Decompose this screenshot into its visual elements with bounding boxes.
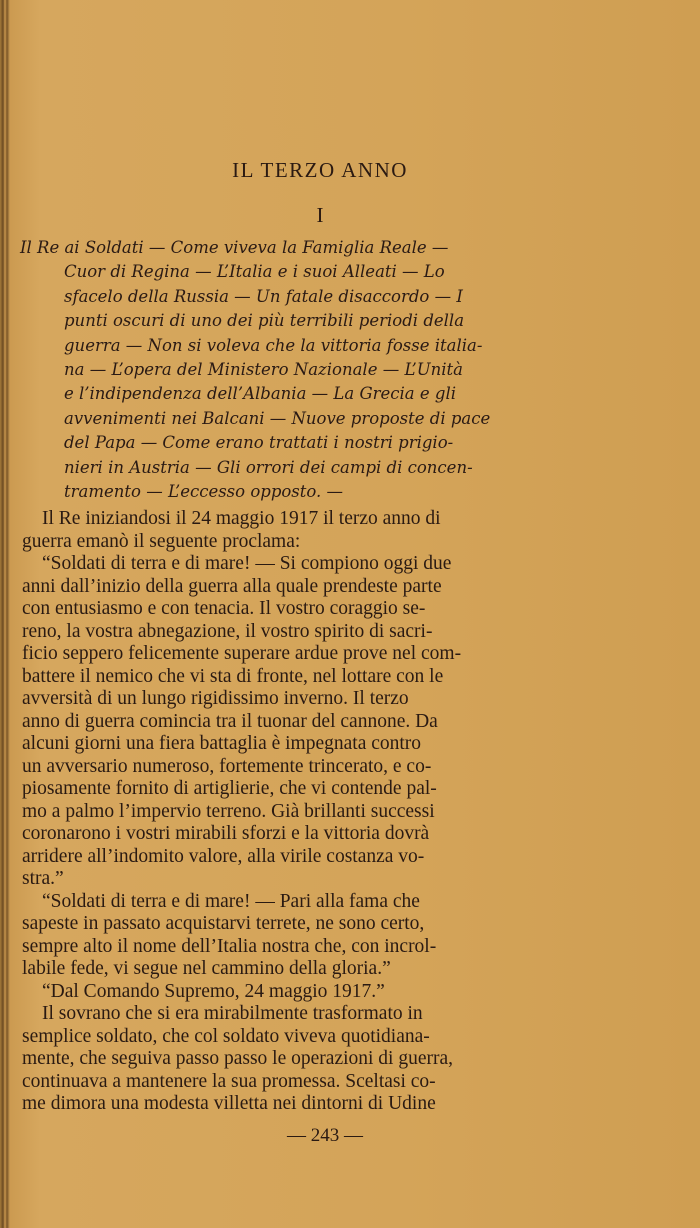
summary-line: del Papa — Come erano trattati i nostri prigio- xyxy=(64,433,454,453)
body-line: arridere all’indomito valore, alla virile costanza vo- xyxy=(22,845,425,867)
body-line: “Soldati di terra e di mare! — Pari alla fama che xyxy=(42,890,420,912)
body-line: Il Re iniziandosi il 24 maggio 1917 il terzo anno di xyxy=(42,508,441,529)
summary-line: e l’indipendenza dell’Albania — La Grecia e gli xyxy=(64,384,457,404)
body-line: sapeste in passato acquistarvi terrete, ne sono certo, xyxy=(22,913,425,934)
body-line: reno, la vostra abnegazione, il vostro spirito di sacri- xyxy=(22,620,433,642)
body-line: coronarono i vostri mirabili sforzi e la vittoria dovrà xyxy=(22,823,430,844)
book-binding-edge xyxy=(0,0,10,1228)
body-line: battere il nemico che vi sta di fronte, nel lottare con le xyxy=(22,665,444,687)
body-line: “Dal Comando Supremo, 24 maggio 1917.” xyxy=(42,980,385,1002)
body-line: mo a palmo l’impervio terreno. Già brillanti successi xyxy=(22,800,435,822)
body-line: stra.” xyxy=(22,868,64,889)
body-line: sempre alto il nome dell’Italia nostra che, con incrol- xyxy=(22,935,437,957)
chapter-summary xyxy=(20,236,600,504)
body-text xyxy=(22,508,602,1116)
body-line: me dimora una modesta villetta nei dintorni di Udine xyxy=(22,1093,436,1114)
body-line: semplice soldato, che col soldato viveva quotidiana- xyxy=(22,1025,430,1047)
body-line: un avversario numeroso, fortemente trincerato, e co- xyxy=(22,755,432,777)
body-line: anno di guerra comincia tra il tuonar del cannone. Da xyxy=(22,710,438,732)
body-line: “Soldati di terra e di mare! — Si compiono oggi due xyxy=(42,553,452,574)
summary-line: nieri in Austria — Gli orrori dei campi di concen- xyxy=(64,457,473,477)
summary-line: Il Re ai Soldati — Come viveva la Famiglia Reale — xyxy=(20,238,449,257)
summary-line: guerra — Non si voleva che la vittoria fosse italia- xyxy=(64,335,483,355)
body-line: guerra emanò il seguente proclama: xyxy=(22,530,301,552)
summary-line: na — L’opera del Ministero Nazionale — L’Unità xyxy=(64,359,463,379)
summary-line: tramento — L’eccesso opposto. — xyxy=(64,481,344,501)
body-line: anni dall’inizio della guerra alla quale prendeste parte xyxy=(22,575,442,597)
body-line: con entusiasmo e con tenacia. Il vostro coraggio se- xyxy=(22,598,426,619)
summary-line: avvenimenti nei Balcani — Nuove proposte di pace xyxy=(64,408,491,428)
body-line: piosamente fornito di artiglierie, che vi contende pal- xyxy=(22,778,437,799)
chapter-title: IL TERZO ANNO xyxy=(232,158,408,182)
body-line: mente, che seguiva passo passo le operazioni di guerra, xyxy=(22,1048,454,1069)
page-number: — 243 — xyxy=(287,1125,363,1146)
summary-line: Cuor di Regina — L’Italia e i suoi Alleati — Lo xyxy=(64,262,445,282)
body-line: avversità di un lungo rigidissimo inverno. Il terzo xyxy=(22,688,409,709)
summary-line: sfacelo della Russia — Un fatale disaccordo — I xyxy=(64,286,463,306)
summary-line: punti oscuri di uno dei più terribili periodi della xyxy=(64,311,465,331)
chapter-number: I xyxy=(316,203,324,227)
body-line: labile fede, vi segue nel cammino della gloria.” xyxy=(22,958,391,979)
body-line: ficio seppero felicemente superare ardue prove nel com- xyxy=(22,643,462,664)
body-line: continuava a mantenere la sua promessa. Sceltasi co- xyxy=(22,1070,436,1092)
body-line: Il sovrano che si era mirabilmente trasformato in xyxy=(42,1003,423,1024)
body-line: alcuni giorni una fiera battaglia è impegnata contro xyxy=(22,733,422,754)
